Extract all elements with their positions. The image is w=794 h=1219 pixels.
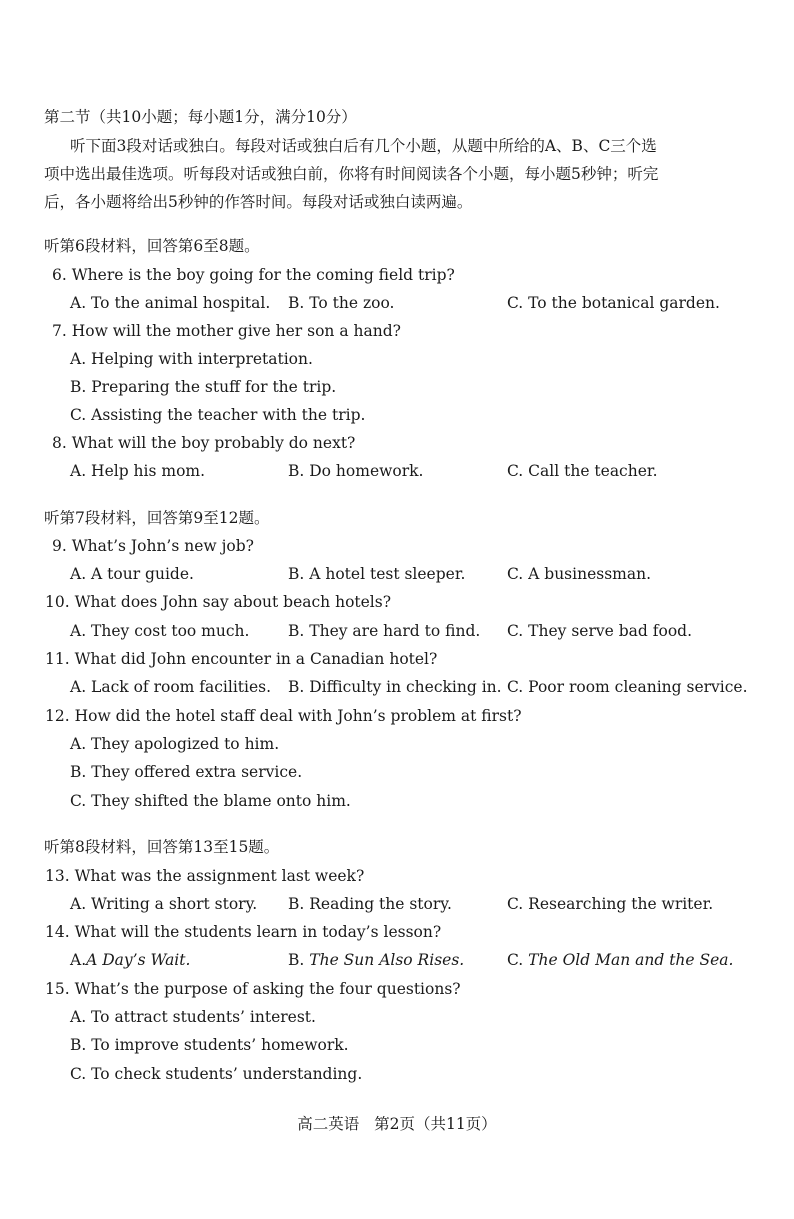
page-footer [0, 1114, 794, 1134]
option-c[interactable]: C. Poor room cleaning service. [507, 678, 748, 696]
question-number: 10. [45, 593, 70, 611]
option-c[interactable]: C. A businessman. [507, 565, 652, 583]
question-number: 11. [45, 650, 70, 668]
question-text: Where is the boy going for the coming field trip? [71, 266, 455, 284]
option-b[interactable]: B. Difficulty in checking in. [288, 678, 502, 696]
question-number: 12. [45, 707, 70, 725]
question-text: How did the hotel staff deal with John’s problem at first? [74, 707, 522, 725]
option-c[interactable]: C. Researching the writer. [507, 895, 714, 913]
footer-subject: 高二英语 [297, 1115, 360, 1133]
option-c[interactable]: C. To the botanical garden. [507, 294, 720, 312]
question-number: 6. [52, 266, 67, 284]
question [45, 592, 391, 612]
instruction-line: 项中选出最佳选项。听每段对话或独白前，你将有时间阅读各个小题，每小题5秒钟；听完 [44, 165, 659, 183]
instruction-line: 后，各小题将给出5秒钟的作答时间。每段对话或独白读两遍。 [44, 193, 473, 211]
option-a[interactable]: A. Helping with interpretation. [70, 350, 313, 368]
option-a[interactable]: A. A tour guide. [70, 565, 194, 583]
section-title: 第二节（共10小题；每小题1分，满分10分） [44, 108, 357, 126]
option-b[interactable]: B. They are hard to find. [288, 622, 481, 640]
option-b[interactable] [288, 950, 464, 970]
question-text: What’s John’s new job? [71, 537, 254, 555]
group-title: 听第8段材料，回答第13至15题。 [44, 838, 280, 856]
question-text: What did John encounter in a Canadian hotel? [74, 650, 438, 668]
question [45, 922, 441, 942]
question [45, 866, 364, 886]
option-letter: B. [288, 951, 305, 969]
option-a[interactable]: A. To the animal hospital. [70, 294, 271, 312]
question-text: How will the mother give her son a hand? [71, 322, 401, 340]
option-letter: A. [70, 951, 87, 969]
question-text: What does John say about beach hotels? [74, 593, 392, 611]
question [52, 536, 254, 556]
question [52, 433, 355, 453]
option-c[interactable]: C. To check students’ understanding. [70, 1065, 363, 1083]
option-c[interactable]: C. Assisting the teacher with the trip. [70, 406, 366, 424]
question [45, 649, 437, 669]
option-letter: C. [507, 951, 524, 969]
question [52, 265, 455, 285]
instruction-line: 听下面3段对话或独白。每段对话或独白后有几个小题，从题中所给的A、B、C三个选 [70, 137, 657, 155]
option-a[interactable]: A. To attract students’ interest. [70, 1008, 316, 1026]
group-title: 听第7段材料，回答第9至12题。 [44, 509, 270, 527]
option-a[interactable]: A. Lack of room facilities. [70, 678, 272, 696]
option-b[interactable]: B. To improve students’ homework. [70, 1036, 349, 1054]
option-a[interactable]: A. Writing a short story. [70, 895, 258, 913]
question [45, 706, 522, 726]
question-number: 14. [45, 923, 70, 941]
option-c[interactable] [507, 950, 733, 970]
option-b[interactable]: B. A hotel test sleeper. [288, 565, 466, 583]
option-c[interactable]: C. They serve bad food. [507, 622, 692, 640]
option-a[interactable]: A. Help his mom. [70, 462, 206, 480]
option-b[interactable]: B. They offered extra service. [70, 763, 303, 781]
question-number: 9. [52, 537, 67, 555]
question-number: 8. [52, 434, 67, 452]
option-title: A Day’s Wait. [86, 951, 191, 969]
option-b[interactable]: B. To the zoo. [288, 294, 395, 312]
option-a[interactable]: A. They apologized to him. [70, 735, 280, 753]
option-c[interactable]: C. Call the teacher. [507, 462, 658, 480]
group-title: 听第6段材料，回答第6至8题。 [44, 237, 260, 255]
option-b[interactable]: B. Do homework. [288, 462, 424, 480]
question-text: What will the students learn in today’s lesson? [74, 923, 442, 941]
question [52, 321, 401, 341]
question-text: What was the assignment last week? [74, 867, 365, 885]
option-a[interactable]: A. They cost too much. [70, 622, 250, 640]
question [45, 979, 461, 999]
option-a[interactable] [70, 950, 190, 970]
option-b[interactable]: B. Reading the story. [288, 895, 452, 913]
question-number: 7. [52, 322, 67, 340]
footer-page-number: 第2页（共11页） [374, 1115, 497, 1133]
question-number: 15. [45, 980, 70, 998]
option-b[interactable]: B. Preparing the stuff for the trip. [70, 378, 337, 396]
question-text: What will the boy probably do next? [71, 434, 356, 452]
question-number: 13. [45, 867, 70, 885]
option-c[interactable]: C. They shifted the blame onto him. [70, 792, 351, 810]
option-title: The Sun Also Rises. [309, 951, 465, 969]
question-text: What’s the purpose of asking the four questions? [74, 980, 461, 998]
option-title: The Old Man and the Sea. [528, 951, 734, 969]
